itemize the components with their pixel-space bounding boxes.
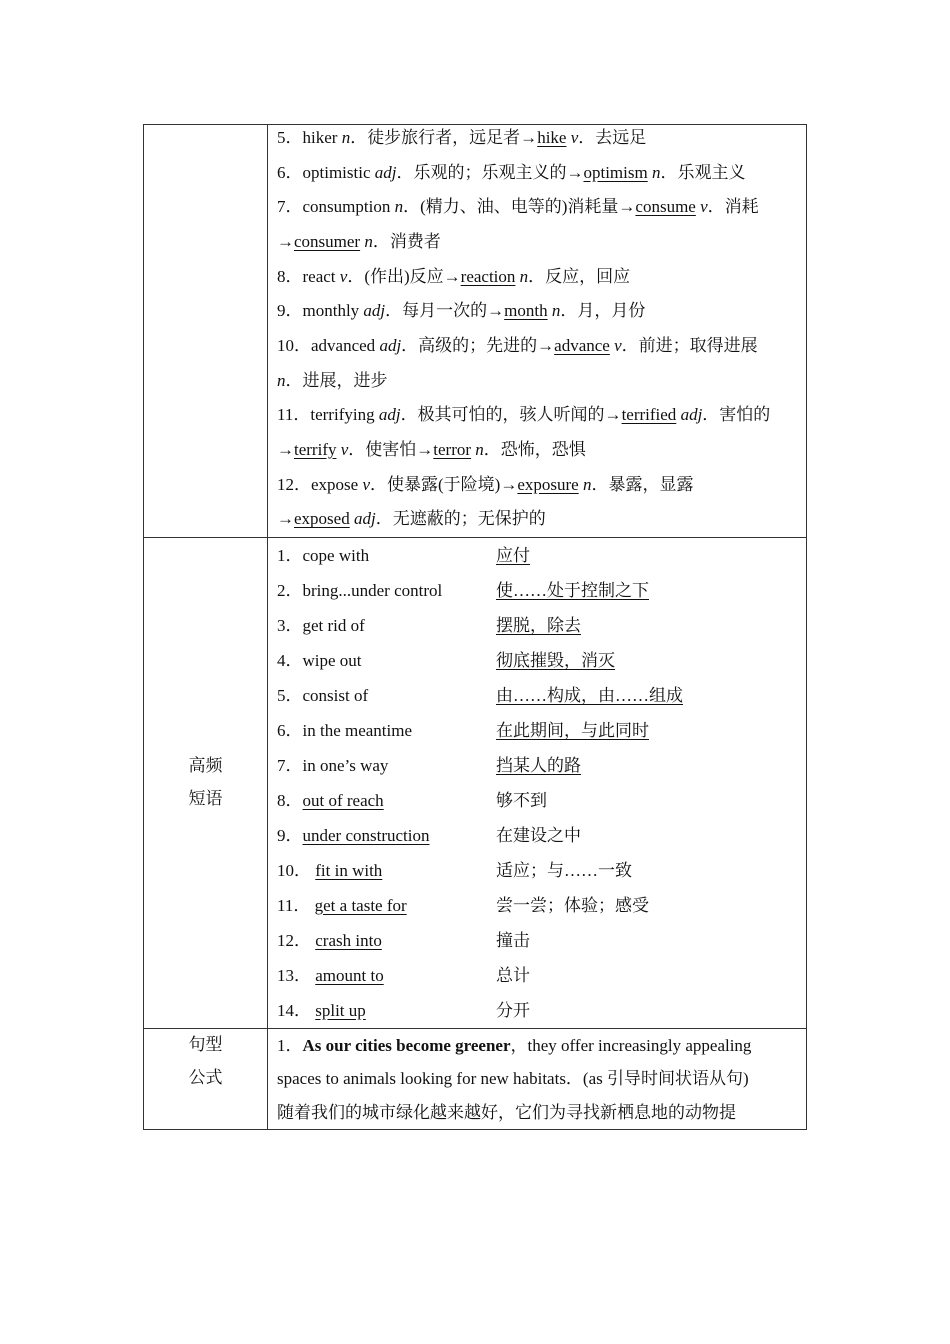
phrase-item: 10． fit in with 适应；与……一致	[277, 860, 632, 880]
phrase-item: 11． get a taste for 尝一尝；体验；感受	[277, 895, 649, 915]
vocab-item: 7．consumption n．(精力、油、电等的)消耗量→consume v．消耗→consumer n．消费者	[277, 197, 759, 251]
phrase-item: 12． crash into 撞击	[277, 930, 530, 950]
phrase-item: 13． amount to 总计	[277, 965, 530, 985]
pattern-translation: 随着我们的城市绿化越来越好，它们为寻找新栖息地的动物提	[277, 1102, 736, 1122]
phrase-item: 7．in one’s way 挡某人的路	[277, 755, 581, 775]
phrase-item: 14． split up 分开	[277, 1000, 530, 1020]
phrase-section-content	[268, 537, 807, 1028]
phrase-item: 5．consist of 由……构成，由……组成	[277, 685, 683, 705]
phrase-item: 8．out of reach 够不到	[277, 790, 547, 810]
vocabulary-table	[143, 124, 807, 1130]
pattern-section-label: 句型 公式	[144, 1028, 268, 1130]
phrase-item: 2．bring...under control 使……处于控制之下	[277, 580, 649, 600]
pattern-section-row	[144, 1028, 807, 1130]
phrase-item: 6．in the meantime 在此期间，与此同时	[277, 720, 649, 740]
vocab-item: 9．monthly adj．每月一次的→month n．月，月份	[277, 301, 646, 321]
phrase-item: 4．wipe out 彻底摧毁，消灭	[277, 650, 615, 670]
vocab-item: 5．hiker n．徒步旅行者，远足者→hike v．去远足	[277, 128, 647, 147]
vocab-item: 10．advanced adj．高级的；先进的→advance v．前进；取得进展 n．进展，进步	[277, 336, 758, 390]
pattern-sentence: 1．As our cities become greener，they offer increasingly appealing spaces to animals looking for new habitats．(as 引导时间状语从句)	[277, 1035, 752, 1089]
phrase-item: 9．under construction 在建设之中	[277, 825, 581, 845]
phrase-item: 1．cope with 应付	[277, 545, 530, 565]
vocab-item: 6．optimistic adj．乐观的；乐观主义的→optimism n．乐观主义	[277, 162, 746, 182]
phrase-item: 3．get rid of 摆脱，除去	[277, 615, 581, 635]
phrase-section-label: 高频 短语	[144, 537, 268, 1028]
vocab-item: 12．expose v．使暴露(于险境)→exposure n．暴露，显露 →exposed adj．无遮蔽的；无保护的	[277, 474, 694, 529]
vocab-item: 11．terrifying adj．极其可怕的，骇人听闻的→terrified adj．害怕的→terrify v．使害怕→terror n．恐怖，恐惧	[277, 405, 771, 459]
word-section-label	[144, 125, 268, 538]
vocab-item: 8．react v．(作出)反应→reaction n．反应，回应	[277, 266, 631, 286]
pattern-section-content	[268, 1028, 807, 1130]
word-section-content	[268, 125, 807, 538]
phrase-section-row	[144, 537, 807, 1028]
word-section-row	[144, 125, 807, 538]
